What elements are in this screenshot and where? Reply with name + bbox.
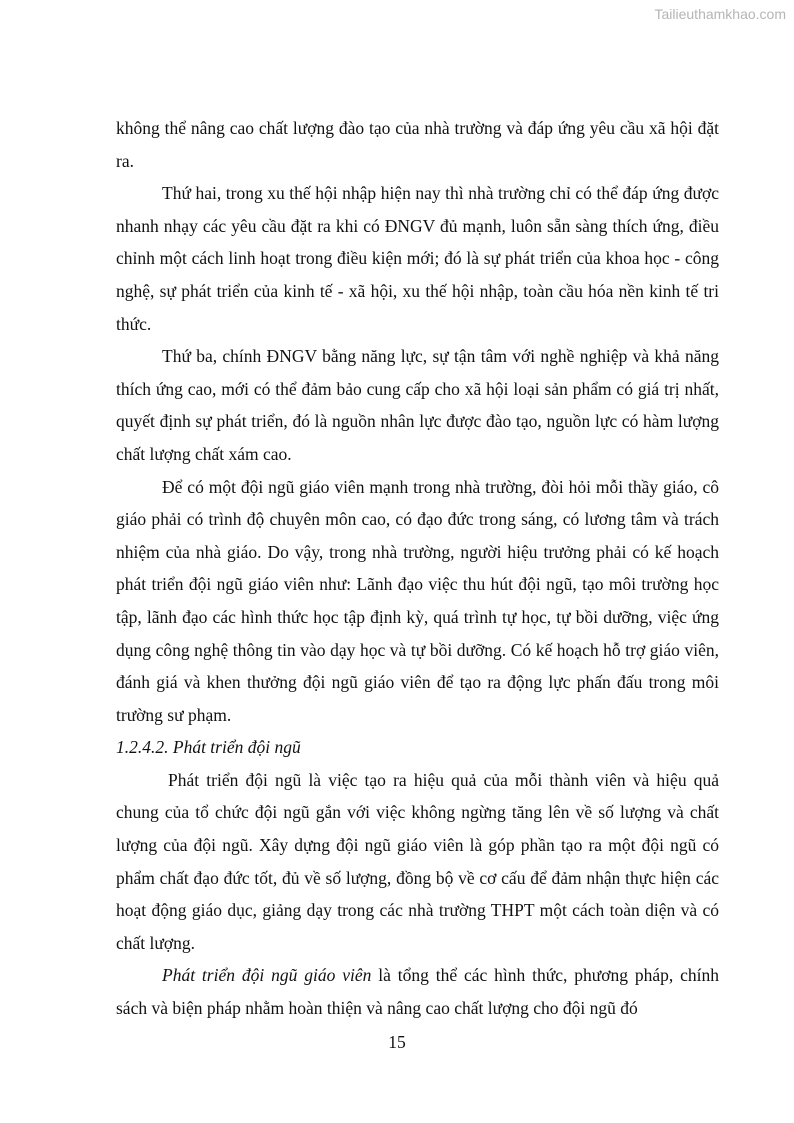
paragraph-staff-development: Phát triển đội ngũ là việc tạo ra hiệu quả của mỗi thành viên và hiệu quả chung của tổ chức đội ngũ gắn với việc không ngừng tăng lên về số lượng và chất lượng của đội ngũ. Xây dựng đội ngũ giáo viên là góp phần tạo ra một đội ngũ có phẩm chất đạo đức tốt, đủ về số lượng, đồng bộ về cơ cấu để đảm nhận thực hiện các hoạt động giáo dục, giảng dạy trong các nhà trường THPT một cách toàn diện và có chất lượng.	[116, 769, 719, 953]
section-heading: 1.2.4.2. Phát triển đội ngũ	[116, 737, 301, 758]
emphasized-term: Phát triển đội ngũ giáo viên	[162, 965, 372, 986]
paragraph-continuation: không thể nâng cao chất lượng đào tạo của nhà trường và đáp ứng yêu cầu xã hội đặt ra.	[116, 118, 719, 171]
paragraph-strong-staff: Để có một đội ngũ giáo viên mạnh trong nhà trường, đòi hỏi mỗi thầy giáo, cô giáo phải có trình độ chuyên môn cao, có đạo đức trong sáng, có lương tâm và trách nhiệm của nhà giáo. Do vậy, trong nhà trường, người hiệu trưởng phải có kế hoạch phát triển đội ngũ giáo viên như: Lãnh đạo việc thu hút đội ngũ, tạo môi trường học tập, lãnh đạo các hình thức học tập định kỳ, quá trình tự học, tự bồi dưỡng, việc ứng dụng công nghệ thông tin vào dạy học và tự bồi dưỡng. Có kế hoạch hỗ trợ giáo viên, đánh giá và khen thưởng đội ngũ giáo viên để tạo ra động lực phấn đấu trong môi trường sư phạm.	[116, 476, 719, 725]
watermark: Tailieuthamkhao.com	[654, 6, 786, 22]
page-number: 15	[388, 1032, 406, 1052]
paragraph-second-point: Thứ hai, trong xu thế hội nhập hiện nay thì nhà trường chỉ có thể đáp ứng được nhanh nhạy các yêu cầu đặt ra khi có ĐNGV đủ mạnh, luôn sẵn sàng thích ứng, điều chỉnh một cách linh hoạt trong điều kiện mới; đó là sự phát triển của khoa học - công nghệ, sự phát triển của kinh tế - xã hội, xu thế hội nhập, toàn cầu hóa nền kinh tế tri thức.	[116, 183, 719, 334]
paragraph-teacher-development-text: là tổng thể các hình thức, phương pháp, chính sách và biện pháp nhằm hoàn thiện và nâng cao chất lượng cho đội ngũ đó	[116, 965, 719, 1019]
document-body	[116, 112, 719, 1025]
paragraph-third-point: Thứ ba, chính ĐNGV bằng năng lực, sự tận tâm với nghề nghiệp và khả năng thích ứng cao, mới có thể đảm bảo cung cấp cho xã hội loại sản phẩm có giá trị nhất, quyết định sự phát triển, đó là nguồn nhân lực được đào tạo, nguồn lực có hàm lượng chất lượng chất xám cao.	[116, 346, 719, 464]
paragraph-teacher-development	[116, 959, 719, 1024]
